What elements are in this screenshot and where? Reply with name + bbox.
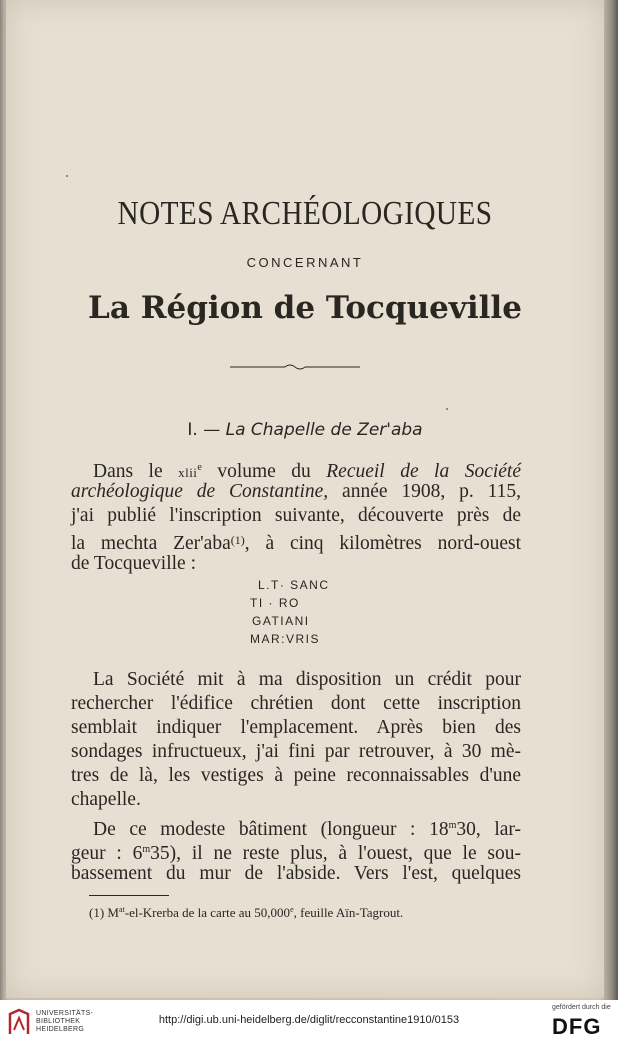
- text-line: j'ai publié l'inscription suivante, découverte près de: [71, 505, 521, 526]
- inscription-line: TI · RO: [250, 596, 300, 610]
- text-line: archéologique de Constantine, année 1908, p. 115,: [71, 481, 522, 502]
- viewer-footer: [0, 1000, 618, 1045]
- paragraph-3: [71, 814, 521, 886]
- inscription-line: GATIANI: [252, 614, 310, 628]
- section-heading: [6, 420, 604, 440]
- paragraph-2: [71, 668, 521, 812]
- text-line: geur : 6$^m$35), il ne reste plus, à l'ouest, que le sou-: [71, 843, 521, 864]
- ornament-divider: [230, 363, 360, 371]
- paragraph-1: [71, 456, 521, 576]
- paper-speck: [66, 175, 68, 177]
- inscription-line: L.T· SANC: [258, 578, 330, 592]
- text-line: de Tocqueville :: [71, 553, 196, 574]
- text-line: De ce modeste bâtiment (longueur : 18$^m$30, lar-: [93, 819, 522, 840]
- inscription-line: MAR:VRIS: [250, 632, 321, 646]
- text-line: Dans le xlii$^e$ volume du Recueil de la Société: [93, 461, 521, 482]
- footnote-rule: [89, 895, 169, 896]
- text-line: La Société mit à ma disposition un crédit pour: [93, 669, 521, 690]
- section-title: La Chapelle de Zer'aba: [225, 420, 423, 440]
- text-line: sondages infructueux, j'ai fini par retrouver, à 30 mè-: [71, 741, 521, 762]
- text-line: semblait indiquer l'emplacement. Après bien des: [71, 717, 521, 738]
- text-line: bassement du mur de l'abside. Vers l'est, quelques: [71, 863, 521, 884]
- footnote: (1) $M^{at}-el$-Krerba de la carte au 50,000e, feuille Aïn-Tagrout.: [89, 905, 404, 920]
- text-line: tres de là, les vestiges à peine reconnaissables d'une: [71, 765, 521, 786]
- dfg-logo[interactable]: DFG: [552, 1014, 602, 1039]
- title-main: NOTES ARCHÉOLOGIQUES: [117, 195, 493, 232]
- footnote-ref[interactable]: (1): [230, 533, 245, 547]
- paper-speck: [446, 408, 448, 410]
- funded-by-label: gefördert durch die: [552, 1004, 611, 1011]
- text-line: chapelle.: [71, 789, 141, 810]
- text-line: rechercher l'édifice chrétien dont cette inscription: [71, 693, 521, 714]
- section-number: I. —: [187, 420, 221, 440]
- title-region: La Région de Tocqueville: [88, 290, 522, 326]
- document-page: [6, 0, 604, 998]
- text-line: la mechta Zer'aba$^{(1)}$, à cinq kilomètres nord-ouest: [71, 533, 521, 554]
- title-sub: CONCERNANT: [246, 255, 364, 270]
- inscription: [6, 578, 604, 650]
- university-name: UNIVERSITÄTS- BIBLIOTHEK HEIDELBERG: [36, 1010, 94, 1033]
- permalink-url[interactable]: http://digi.ub.uni-heidelberg.de/diglit/recconstantine1910/0153: [158, 1014, 460, 1026]
